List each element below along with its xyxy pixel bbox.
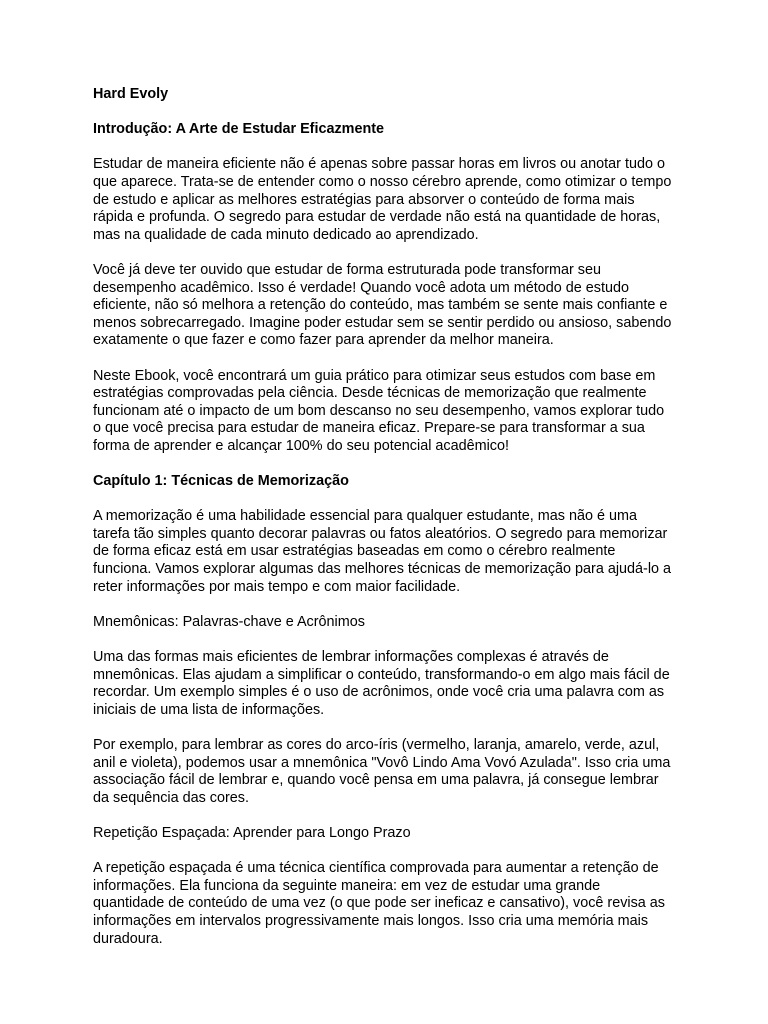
document-body (93, 86, 675, 966)
mnemonics-paragraph-1: Uma das formas mais eficientes de lembrar informações complexas é através de mnemônicas. Elas ajudam a simplificar o conteúdo, transformando-o em algo mais fácil de recordar. Um exemplo simples é o uso de acrônimos, onde você cria uma palavra com as iniciais de uma lista de informações. (93, 649, 670, 718)
intro-paragraph-2: Você já deve ter ouvido que estudar de forma estruturada pode transformar seu desempenho acadêmico. Isso é verdade! Quando você adota um método de estudo eficiente, não só melhora a retenção do conteúdo, mas também se sente mais confiante e menos sobrecarregado. Imagine poder estudar sem se sentir perdido ou ansioso, sabendo exatamente o que fazer e como fazer para aprender da melhor maneira. (93, 261, 672, 349)
spaced-repetition-heading: Repetição Espaçada: Aprender para Longo Prazo (93, 824, 411, 841)
document-title: Hard Evoly (93, 86, 169, 102)
intro-heading: Introdução: A Arte de Estudar Eficazmente (93, 121, 385, 138)
spaced-repetition-paragraph: A repetição espaçada é uma técnica científica comprovada para aumentar a retenção de informações. Ela funciona da seguinte maneira: em vez de estudar uma grande quantidade de conteúdo de uma vez (o que pode ser ineficaz e cansativo), você revisa as informações em intervalos progressivamente mais longos. Isso cria uma memória mais duradoura. (93, 860, 665, 947)
intro-paragraph-3: Neste Ebook, você encontrará um guia prático para otimizar seus estudos com base em estratégias comprovadas pela ciência. Desde técnicas de memorização que realmente funcionam até o impacto de um bom descanso no seu desempenho, vamos explorar tudo o que você precisa para estudar de maneira eficaz. Prepare-se para transformar a sua forma de aprender e alcançar 100% do seu potencial acadêmico! (93, 367, 665, 454)
intro-paragraph-1: Estudar de maneira eficiente não é apenas sobre passar horas em livros ou anotar tudo o que aparece. Trata-se de entender como o nosso cérebro aprende, como otimizar o tempo de estudo e aplicar as melhores estratégias para absorver o conteúdo de forma mais rápida e profunda. O segredo para estudar de verdade não está na quantidade de horas, mas na qualidade de cada minuto dedicado ao aprendizado. (93, 156, 672, 243)
chapter1-heading: Capítulo 1: Técnicas de Memorização (93, 473, 349, 490)
mnemonics-heading: Mnemônicas: Palavras-chave e Acrônimos (93, 613, 365, 630)
chapter1-intro: A memorização é uma habilidade essencial para qualquer estudante, mas não é uma tarefa tão simples quanto decorar palavras ou fatos aleatórios. O segredo para memorizar de forma eficaz está em usar estratégias baseadas em como o cérebro realmente funciona. Vamos explorar algumas das melhores técnicas de memorização para ajudá-lo a reter informações por mais tempo e com maior facilidade. (93, 508, 672, 595)
mnemonics-paragraph-2: Por exemplo, para lembrar as cores do arco-íris (vermelho, laranja, amarelo, verde, azul, anil e violeta), podemos usar a mnemônica "Vovô Lindo Ama Vovó Azulada". Isso cria uma associação fácil de lembrar e, quando você pensa em uma palavra, já consegue lembrar da sequência das cores. (93, 736, 671, 806)
